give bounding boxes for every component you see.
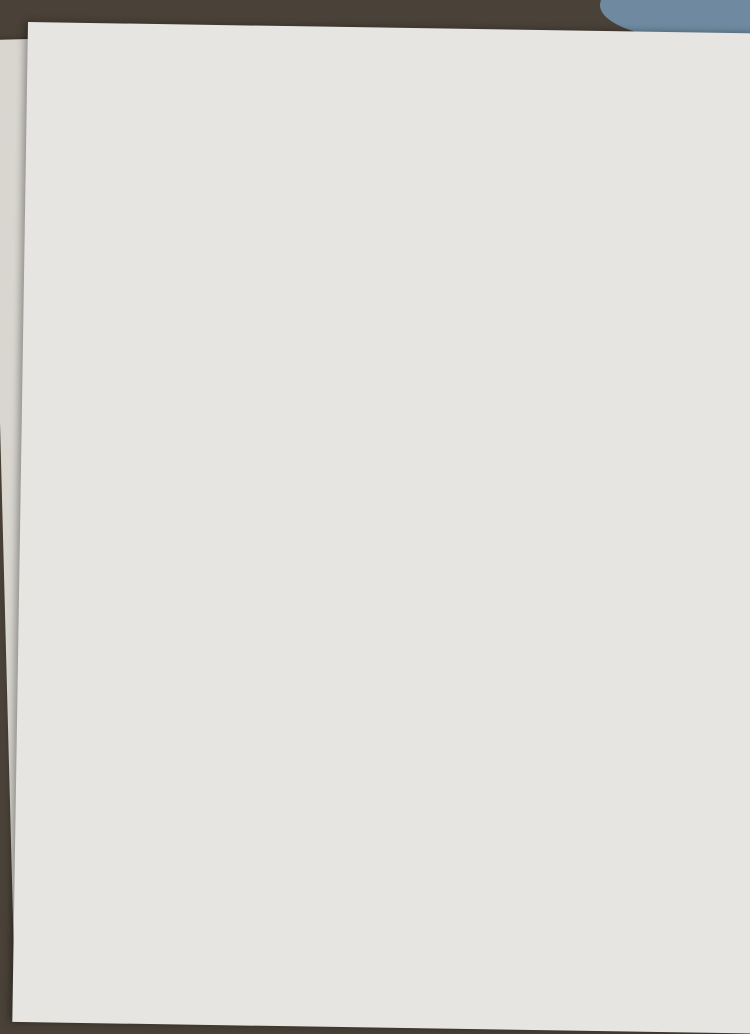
emissions-note bbox=[29, 740, 750, 752]
document-page bbox=[12, 22, 750, 1034]
disclaimer-text bbox=[27, 874, 750, 886]
equipment-list bbox=[68, 53, 750, 64]
